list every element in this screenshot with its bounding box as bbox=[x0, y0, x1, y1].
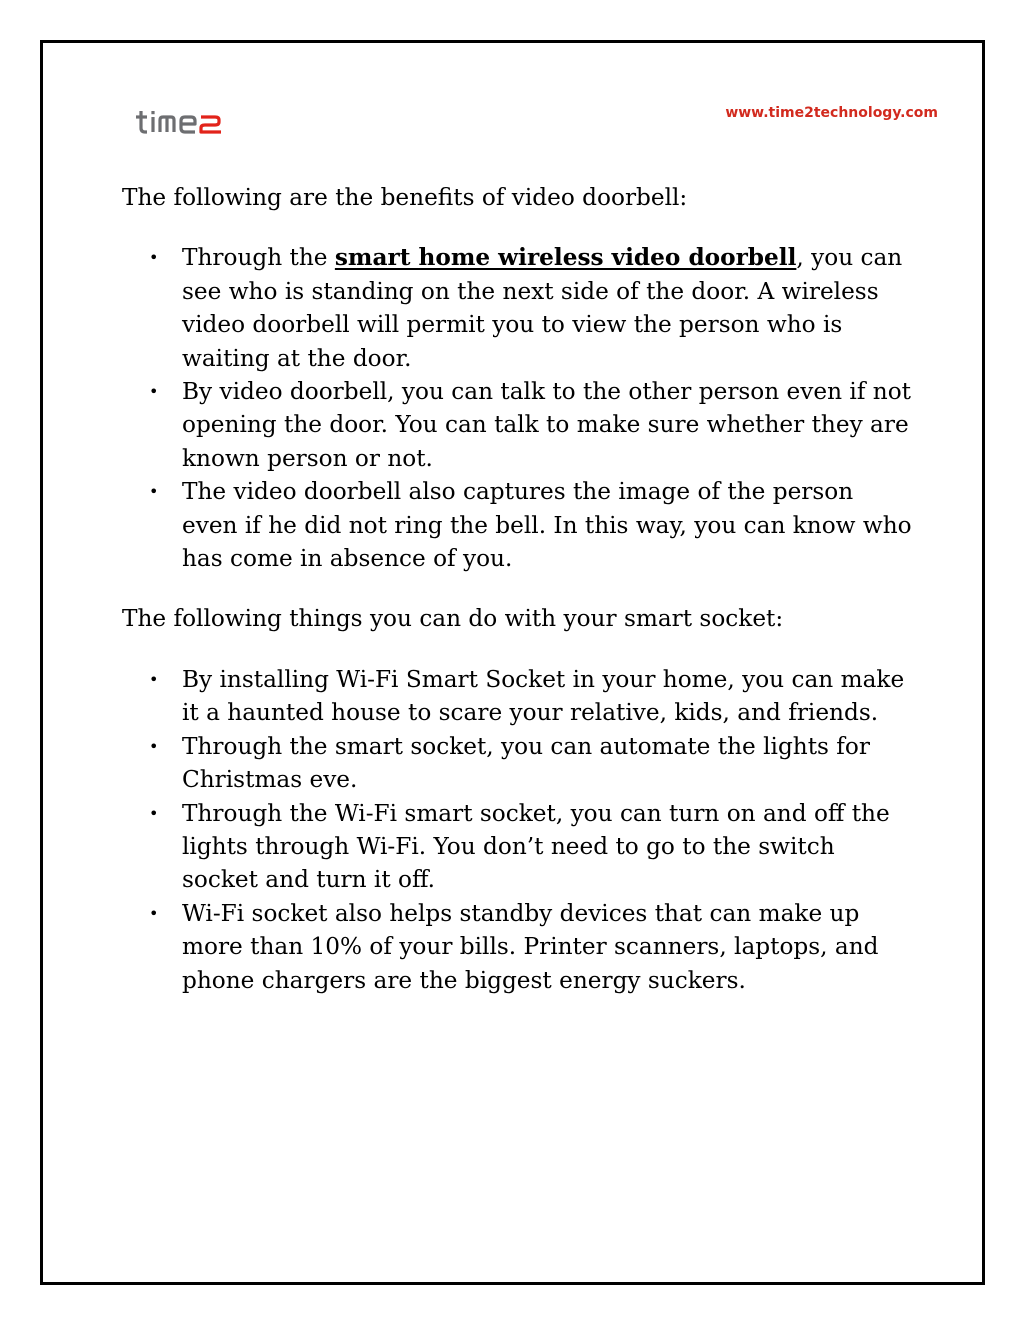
socket-section-heading: The following things you can do with your smart socket: bbox=[122, 605, 784, 633]
list-item-text: Through the smart socket, you can automate the lights for Christmas eve. bbox=[182, 732, 870, 794]
list-item-text: The video doorbell also captures the image of the person even if he did not ring the bell. In this way, you can know who has come in absence of you. bbox=[182, 478, 912, 573]
list-item bbox=[149, 797, 912, 897]
list-item bbox=[149, 730, 912, 797]
list-item bbox=[149, 241, 912, 375]
bullet-icon: • bbox=[149, 248, 159, 268]
logo-text bbox=[43, 43, 44, 44]
list-item-text-after: , you can see who is standing on the next side of the door. A wireless video doorbell will permit you to view the person who is waiting at the door. bbox=[182, 244, 903, 372]
list-item bbox=[149, 663, 912, 730]
list-item-text: By video doorbell, you can talk to the other person even if not opening the door. You can talk to make sure whether they are known person or not. bbox=[182, 378, 911, 472]
page-frame bbox=[40, 40, 985, 1285]
bullet-icon: • bbox=[149, 669, 159, 689]
doorbell-section-heading: The following are the benefits of video doorbell: bbox=[122, 184, 688, 211]
list-item-text: By installing Wi-Fi Smart Socket in your home, you can make it a haunted house to scare your relative, kids, and friends. bbox=[182, 665, 905, 727]
bullet-icon: • bbox=[149, 803, 159, 823]
list-item-text: Wi-Fi socket also helps standby devices that can make up more than 10% of your bills. Printer scanners, laptops, and phone chargers are the biggest energy suckers. bbox=[182, 899, 879, 994]
smart-doorbell-link[interactable]: smart home wireless video doorbell bbox=[334, 244, 797, 272]
website-link[interactable]: www.time2technology.com bbox=[725, 105, 938, 121]
list-item-text: Through the Wi-Fi smart socket, you can turn on and off the lights through Wi-Fi. You don’t need to go to the switch socket and turn it off. bbox=[182, 799, 890, 894]
bullet-icon: • bbox=[149, 382, 159, 402]
list-item bbox=[149, 475, 912, 575]
smart-socket-list bbox=[122, 663, 912, 997]
list-item bbox=[149, 375, 912, 475]
bullet-icon: • bbox=[149, 736, 159, 756]
list-item-text-before: Through the bbox=[182, 244, 335, 272]
time2-logo bbox=[135, 106, 239, 136]
doorbell-benefits-list bbox=[122, 241, 912, 575]
bullet-icon: • bbox=[149, 903, 159, 923]
bullet-icon: • bbox=[149, 482, 159, 502]
list-item bbox=[149, 897, 912, 997]
document-body bbox=[122, 181, 912, 1024]
